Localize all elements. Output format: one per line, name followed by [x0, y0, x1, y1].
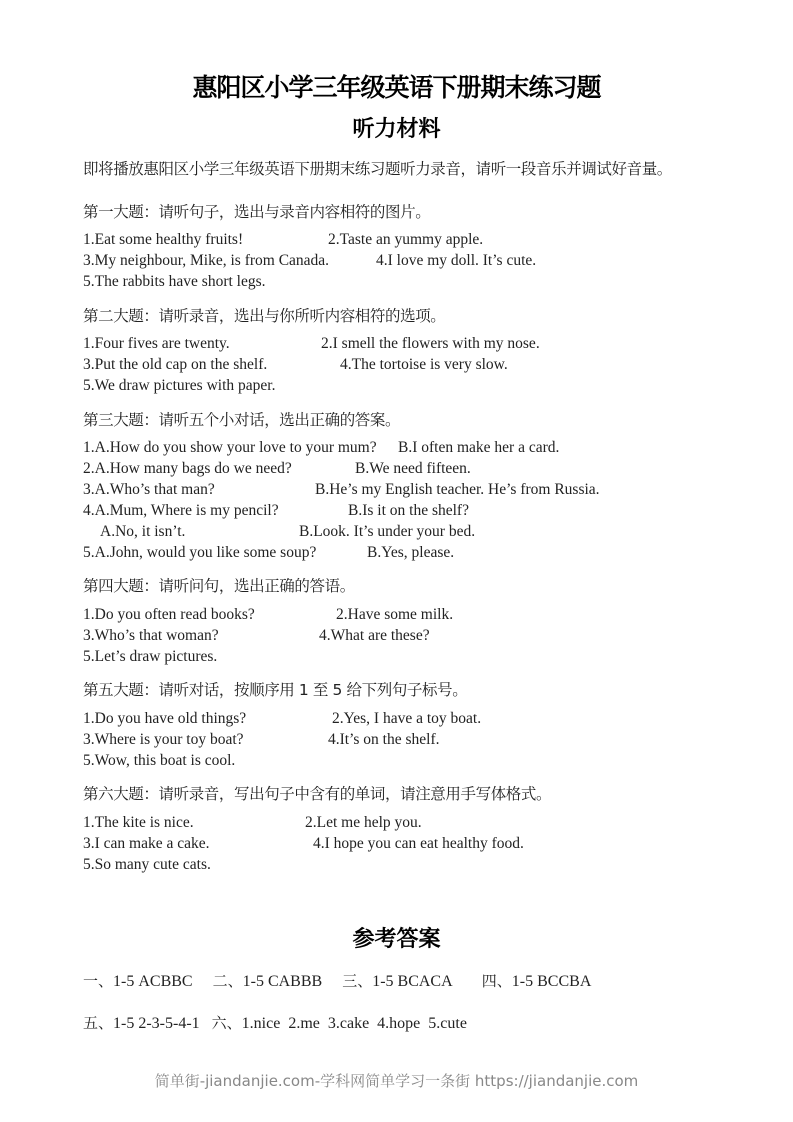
list-item: 3.Put the old cap on the shelf.	[83, 356, 268, 373]
answer-label: 二、	[212, 972, 243, 990]
list-item: 2.Taste an yummy apple.	[328, 231, 484, 248]
answer-value: 1-5 ACBBC	[113, 973, 193, 990]
list-item: 3.Where is your toy boat?	[83, 731, 244, 748]
section-heading: 第三大题：请听五个小对话，选出正确的答案。	[83, 411, 401, 429]
dialogue-line: A.No, it isn’t.	[100, 523, 186, 540]
dialogue-line: 1.A.How do you show your love to your mum?	[83, 439, 377, 456]
answer-label: 四、	[481, 972, 512, 990]
list-item: 5.So many cute cats.	[83, 856, 211, 873]
list-item: 2.I smell the flowers with my nose.	[321, 335, 540, 352]
list-item: 2.Yes, I have a toy boat.	[332, 710, 482, 727]
answer-value: 1-5 BCACA	[372, 973, 452, 990]
list-item: 3.I can make a cake.	[83, 835, 210, 852]
list-item: 1.Do you often read books?	[83, 606, 255, 623]
list-item: 4.The tortoise is very slow.	[340, 356, 508, 373]
section-heading: 第二大题：请听录音，选出与你所听内容相符的选项。	[83, 307, 446, 325]
dialogue-line: B.Look. It’s under your bed.	[299, 523, 476, 540]
list-item: 1.Four fives are twenty.	[83, 335, 230, 352]
dialogue-line: B.Is it on the shelf?	[348, 502, 469, 519]
answer-label: 五、	[83, 1014, 114, 1032]
section-heading: 第六大题：请听录音，写出句子中含有的单词，请注意用手写体格式。	[83, 785, 552, 803]
list-item: 5.The rabbits have short legs.	[83, 273, 266, 290]
answer-key-title: 参考答案	[352, 927, 441, 952]
answer-value: 1-5 BCCBA	[511, 973, 592, 990]
list-item: 3.Who’s that woman?	[83, 627, 219, 644]
list-item: 1.Do you have old things?	[83, 710, 247, 727]
dialogue-line: 3.A.Who’s that man?	[83, 481, 215, 498]
answer-value: 1-5 2-3-5-4-1	[113, 1015, 200, 1032]
list-item: 4.I love my doll. It’s cute.	[376, 252, 537, 269]
answer-value: 1.nice 2.me 3.cake 4.hope 5.cute	[241, 1015, 467, 1032]
answer-label: 一、	[83, 972, 114, 990]
dialogue-line: B.He’s my English teacher. He’s from Russia.	[315, 481, 600, 498]
section-heading: 第一大题：请听句子，选出与录音内容相符的图片。	[83, 203, 431, 221]
footer-watermark: 简单街-jiandanjie.com-学科网简单学习一条街 https://jiandanjie.com	[154, 1072, 639, 1090]
list-item: 2.Have some milk.	[336, 606, 454, 623]
list-item: 4.It’s on the shelf.	[328, 731, 440, 748]
dialogue-line: B.I often make her a card.	[398, 439, 560, 456]
dialogue-line: B.Yes, please.	[367, 544, 455, 561]
list-item: 4.What are these?	[319, 627, 430, 644]
answer-value: 1-5 CABBB	[242, 973, 323, 990]
list-item: 1.Eat some healthy fruits!	[83, 231, 244, 248]
dialogue-line: 5.A.John, would you like some soup?	[83, 544, 317, 561]
document-title: 惠阳区小学三年级英语下册期末练习题	[192, 73, 601, 102]
document-subtitle: 听力材料	[352, 117, 441, 142]
list-item: 5.Wow, this boat is cool.	[83, 752, 236, 769]
dialogue-line: 4.A.Mum, Where is my pencil?	[83, 502, 279, 519]
list-item: 1.The kite is nice.	[83, 814, 194, 831]
answer-label: 六、	[211, 1014, 242, 1032]
list-item: 3.My neighbour, Mike, is from Canada.	[83, 252, 330, 269]
list-item: 4.I hope you can eat healthy food.	[313, 835, 524, 852]
section-heading: 第五大题：请听对话，按顺序用 1 至 5 给下列句子标号。	[83, 681, 468, 699]
answer-line-2	[83, 1012, 467, 1033]
answer-label: 三、	[342, 972, 373, 990]
answer-line-1	[83, 970, 591, 991]
list-item: 5.Let’s draw pictures.	[83, 648, 218, 665]
list-item: 5.We draw pictures with paper.	[83, 377, 276, 394]
section-heading: 第四大题：请听问句，选出正确的答语。	[83, 577, 355, 595]
intro-text: 即将播放惠阳区小学三年级英语下册期末练习题听力录音，请听一段音乐并调试好音量。	[83, 160, 672, 178]
list-item: 2.Let me help you.	[305, 814, 422, 831]
dialogue-line: 2.A.How many bags do we need?	[83, 460, 292, 477]
dialogue-line: B.We need fifteen.	[355, 460, 471, 477]
